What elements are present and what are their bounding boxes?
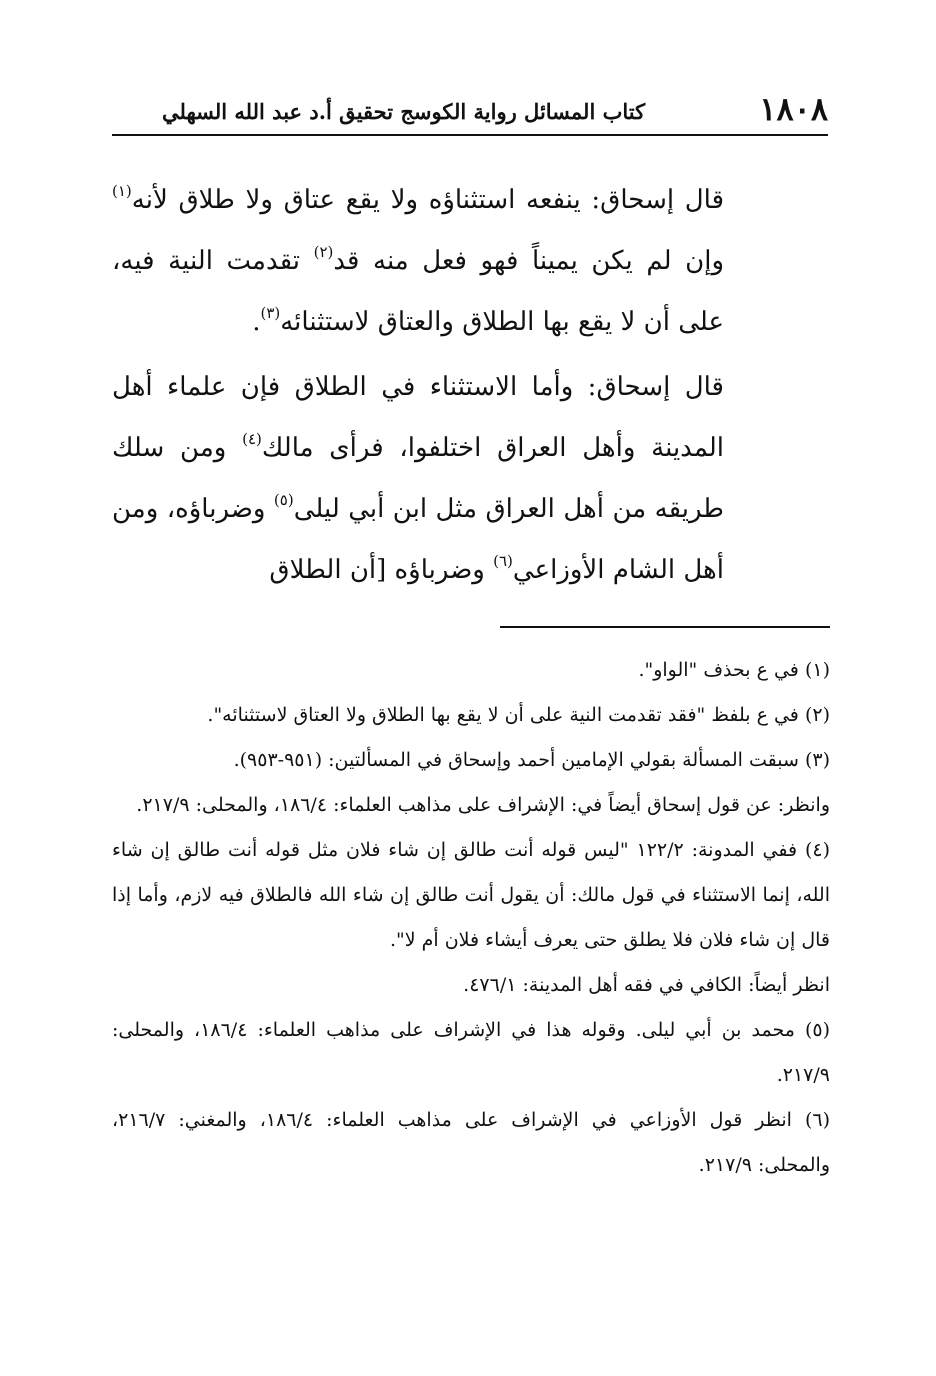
footnote-marker-5: (٥): [273, 491, 294, 509]
footnote-marker-2: (٢): [313, 243, 334, 261]
footnote-marker-6: (٦): [493, 552, 513, 570]
footnote-4: [112, 828, 830, 963]
text-run: ومن سلك طريقه من أهل العراق مثل ابن أبي ليلى: [112, 433, 724, 524]
footnote-1: [112, 648, 830, 693]
main-text: [112, 170, 724, 601]
footnote-number: (٦): [804, 1109, 831, 1131]
footnote-3-continuation: وانظر: عن قول إسحاق أيضاً في: الإشراف على مذاهب العلماء: ١٨٦/٤، والمحلى: ٢١٧/٩.: [136, 794, 830, 816]
footnote-marker-4: (٤): [242, 430, 262, 448]
footnote-3: [112, 738, 830, 783]
page-header: [112, 88, 828, 136]
footnote-5: [112, 1008, 830, 1098]
text-run: وضرباؤه [أن الطلاق: [269, 555, 494, 585]
footnote-number: (١): [804, 659, 830, 681]
footnote-text: سبقت المسألة بقولي الإمامين أحمد وإسحاق في المسألتين: (٩٥١-٩٥٣).: [233, 749, 805, 771]
footnote-number: (٤): [804, 839, 830, 861]
footnote-text: انظر قول الأوزاعي في الإشراف على مذاهب العلماء: ١٨٦/٤، والمغني: ٢١٦/٧، والمحلى: ٢١٧/٩.: [112, 1109, 830, 1176]
footnote-text: محمد بن أبي ليلى. وقوله هذا في الإشراف على مذاهب العلماء: ١٨٦/٤، والمحلى: ٢١٧/٩.: [112, 1019, 830, 1086]
text-run: وضرباؤه، ومن أهل الشام الأوزاعي: [112, 494, 724, 585]
text-run: وإن لم يكن يميناً فهو فعل منه قد: [333, 246, 725, 276]
text-run: .: [252, 307, 261, 337]
paragraph-2: [112, 357, 724, 601]
footnotes: [112, 648, 830, 1188]
footnote-4-continuation: انظر أيضاً: الكافي في فقه أهل المدينة: ٤٧٦/١.: [463, 974, 830, 996]
footnote-number: (٣): [804, 749, 830, 771]
page-number: ١٨٠٨: [759, 90, 828, 128]
text-run: قال إسحاق: وأما الاستثناء في الطلاق فإن علماء أهل المدينة وأهل العراق اختلفوا، فرأى مالك: [112, 372, 725, 463]
footnote-number: (٥): [804, 1019, 830, 1041]
text-run: تقدمت النية فيه، على أن لا يقع بها الطلاق والعتاق لاستثنائه: [112, 246, 724, 337]
footnote-6: [112, 1098, 830, 1188]
footnote-text: في ع بحذف "الواو".: [638, 659, 805, 681]
footnote-marker-1: (١): [112, 182, 132, 200]
text-run: قال إسحاق: ينفعه استثناؤه ولا يقع عتاق ولا طلاق لأنه: [131, 185, 724, 215]
running-title: كتاب المسائل رواية الكوسج تحقيق أ.د عبد الله السهلي: [162, 99, 646, 124]
footnote-separator: [500, 626, 830, 628]
footnote-marker-3: (٣): [260, 304, 281, 322]
paragraph-1: [112, 170, 724, 353]
footnote-2: [112, 693, 830, 738]
footnote-text: في ع بلفظ "فقد تقدمت النية على أن لا يقع بها الطلاق ولا العتاق لاستثنائه".: [207, 704, 805, 726]
footnote-number: (٢): [804, 704, 830, 726]
footnote-text: ففي المدونة: ١٢٢/٢ "ليس قوله أنت طالق إن شاء فلان مثل قوله أنت طالق إن شاء الله، إنما الاستثناء في قول مالك: أن يقول أنت طالق إن شاء الله فالطلاق فيه لازم، وأما إذا قال إن شاء فلان فلا يطلق حتى يعرف أيشاء فلان أم لا".: [112, 839, 830, 951]
